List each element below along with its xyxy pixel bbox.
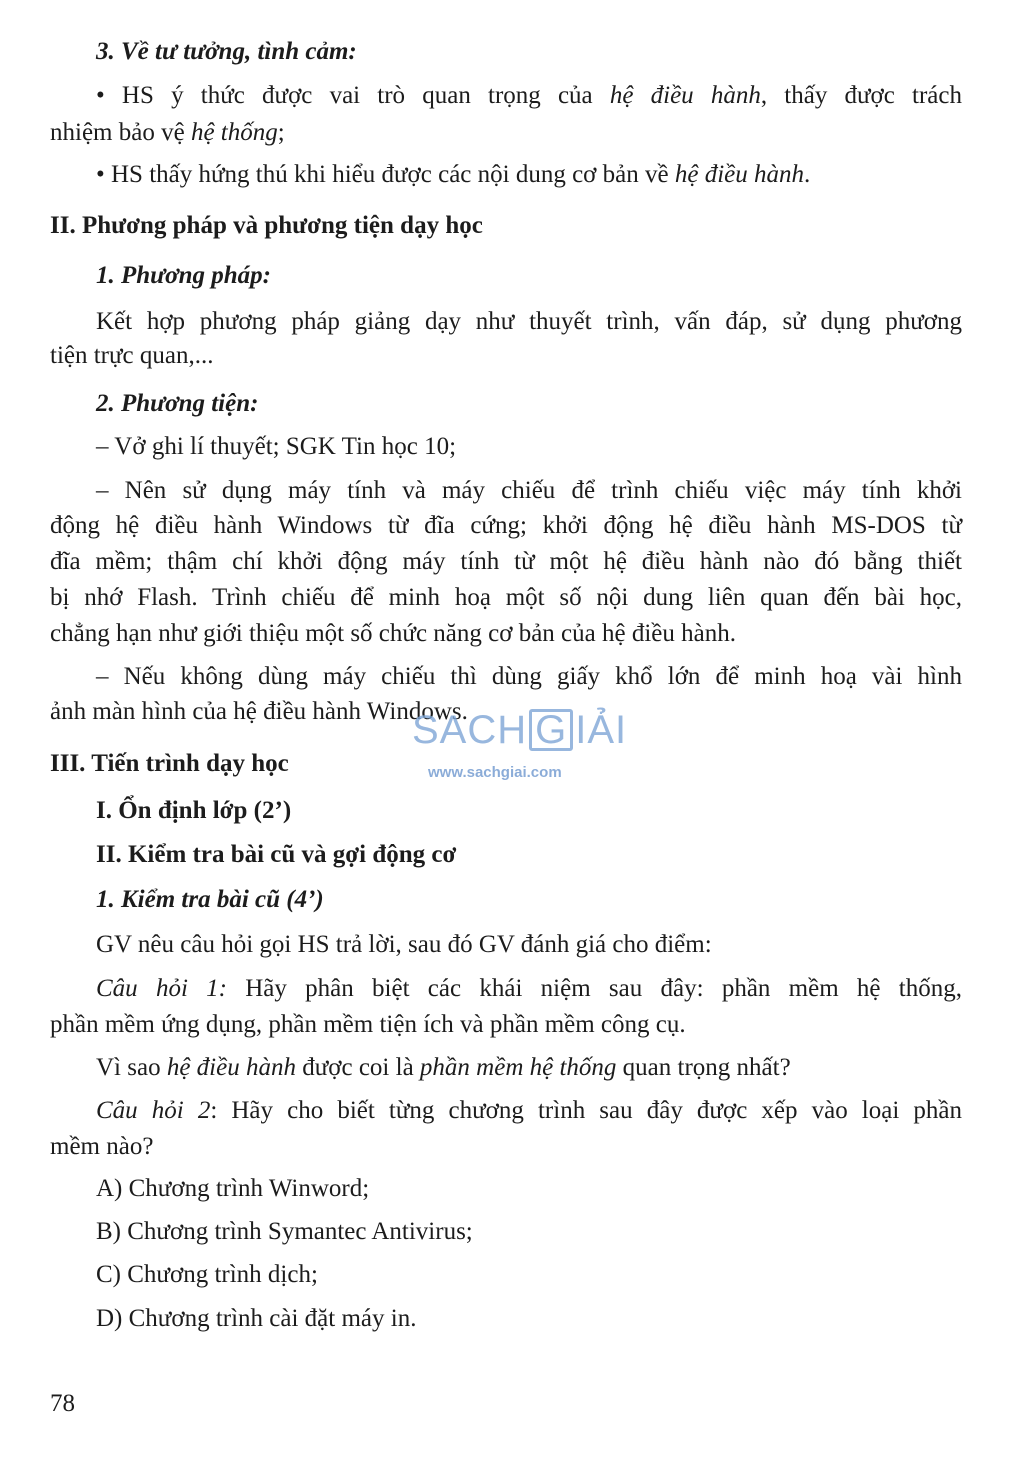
means-line-1: – Vở ghi lí thuyết; SGK Tin học 10; xyxy=(96,433,457,460)
watermark xyxy=(412,708,628,781)
question-1-followup: Vì sao hệ điều hành được coi là phần mềm hệ thống quan trọng nhất? xyxy=(96,1054,791,1081)
means-p2-line-1: – Nên sử dụng máy tính và máy chiếu để trình chiếu việc máy tính khởi xyxy=(96,477,962,504)
section-title-attitude: 3. Về tư tưởng, tình cảm: xyxy=(96,38,357,65)
page-number: 78 xyxy=(50,1390,75,1417)
check-intro: GV nêu câu hỏi gọi HS trả lời, sau đó GV đánh giá cho điểm: xyxy=(96,931,712,958)
means-p2-line-4: bị nhớ Flash. Trình chiếu để minh hoạ một số nội dung liên quan đến bài học, xyxy=(50,584,962,611)
bullet-1-line-2: nhiệm bảo vệ hệ thống; xyxy=(50,119,285,146)
means-p2-line-2: động hệ điều hành Windows từ đĩa cứng; khởi động hệ điều hành MS-DOS từ xyxy=(50,512,962,539)
question-2-line-2: mềm nào? xyxy=(50,1133,154,1160)
question-1-line-2: phần mềm ứng dụng, phần mềm tiện ích và phần mềm công cụ. xyxy=(50,1011,686,1038)
heading-process: III. Tiến trình dạy học xyxy=(50,750,289,777)
watermark-logo: SACH G IẢI xyxy=(412,708,628,752)
step-1-heading: I. Ổn định lớp (2’) xyxy=(96,797,292,824)
method-line-2: tiện trực quan,... xyxy=(50,342,214,369)
option-a: A) Chương trình Winword; xyxy=(96,1175,370,1202)
method-line-1: Kết hợp phương pháp giảng dạy như thuyết trình, vấn đáp, sử dụng phương xyxy=(96,308,962,335)
heading-methods: II. Phương pháp và phương tiện dạy học xyxy=(50,212,483,239)
bullet-1-line-1: • HS ý thức được vai trò quan trọng của hệ điều hành, thấy được trách xyxy=(96,82,963,109)
watermark-url: www.sachgiai.com xyxy=(428,764,562,781)
means-p2-line-5: chẳng hạn như giới thiệu một số chức năng cơ bản của hệ điều hành. xyxy=(50,620,736,647)
step-2-heading: II. Kiểm tra bài cũ và gợi động cơ xyxy=(96,841,457,868)
option-d: D) Chương trình cài đặt máy in. xyxy=(96,1305,417,1332)
means-p2-line-3: đĩa mềm; thậm chí khởi động máy tính từ một hệ điều hành nào đó bằng thiết xyxy=(50,548,962,575)
subheading-method: 1. Phương pháp: xyxy=(96,262,271,289)
question-1-line-1: Câu hỏi 1: Hãy phân biệt các khái niệm sau đây: phần mềm hệ thống, xyxy=(96,975,962,1002)
subheading-means: 2. Phương tiện: xyxy=(96,390,259,417)
means-p3-line-2: ảnh màn hình của hệ điều hành Windows. xyxy=(50,698,468,725)
means-p3-line-1: – Nếu không dùng máy chiếu thì dùng giấy khổ lớn để minh hoạ vài hình xyxy=(96,663,962,690)
option-c: C) Chương trình dịch; xyxy=(96,1261,318,1288)
bullet-2: • HS thấy hứng thú khi hiểu được các nội dung cơ bản về hệ điều hành. xyxy=(96,161,811,188)
step-2-1-heading: 1. Kiểm tra bài cũ (4’) xyxy=(96,886,324,913)
option-b: B) Chương trình Symantec Antivirus; xyxy=(96,1218,473,1245)
question-2-line-1: Câu hỏi 2: Hãy cho biết từng chương trình sau đây được xếp vào loại phần xyxy=(96,1097,962,1124)
